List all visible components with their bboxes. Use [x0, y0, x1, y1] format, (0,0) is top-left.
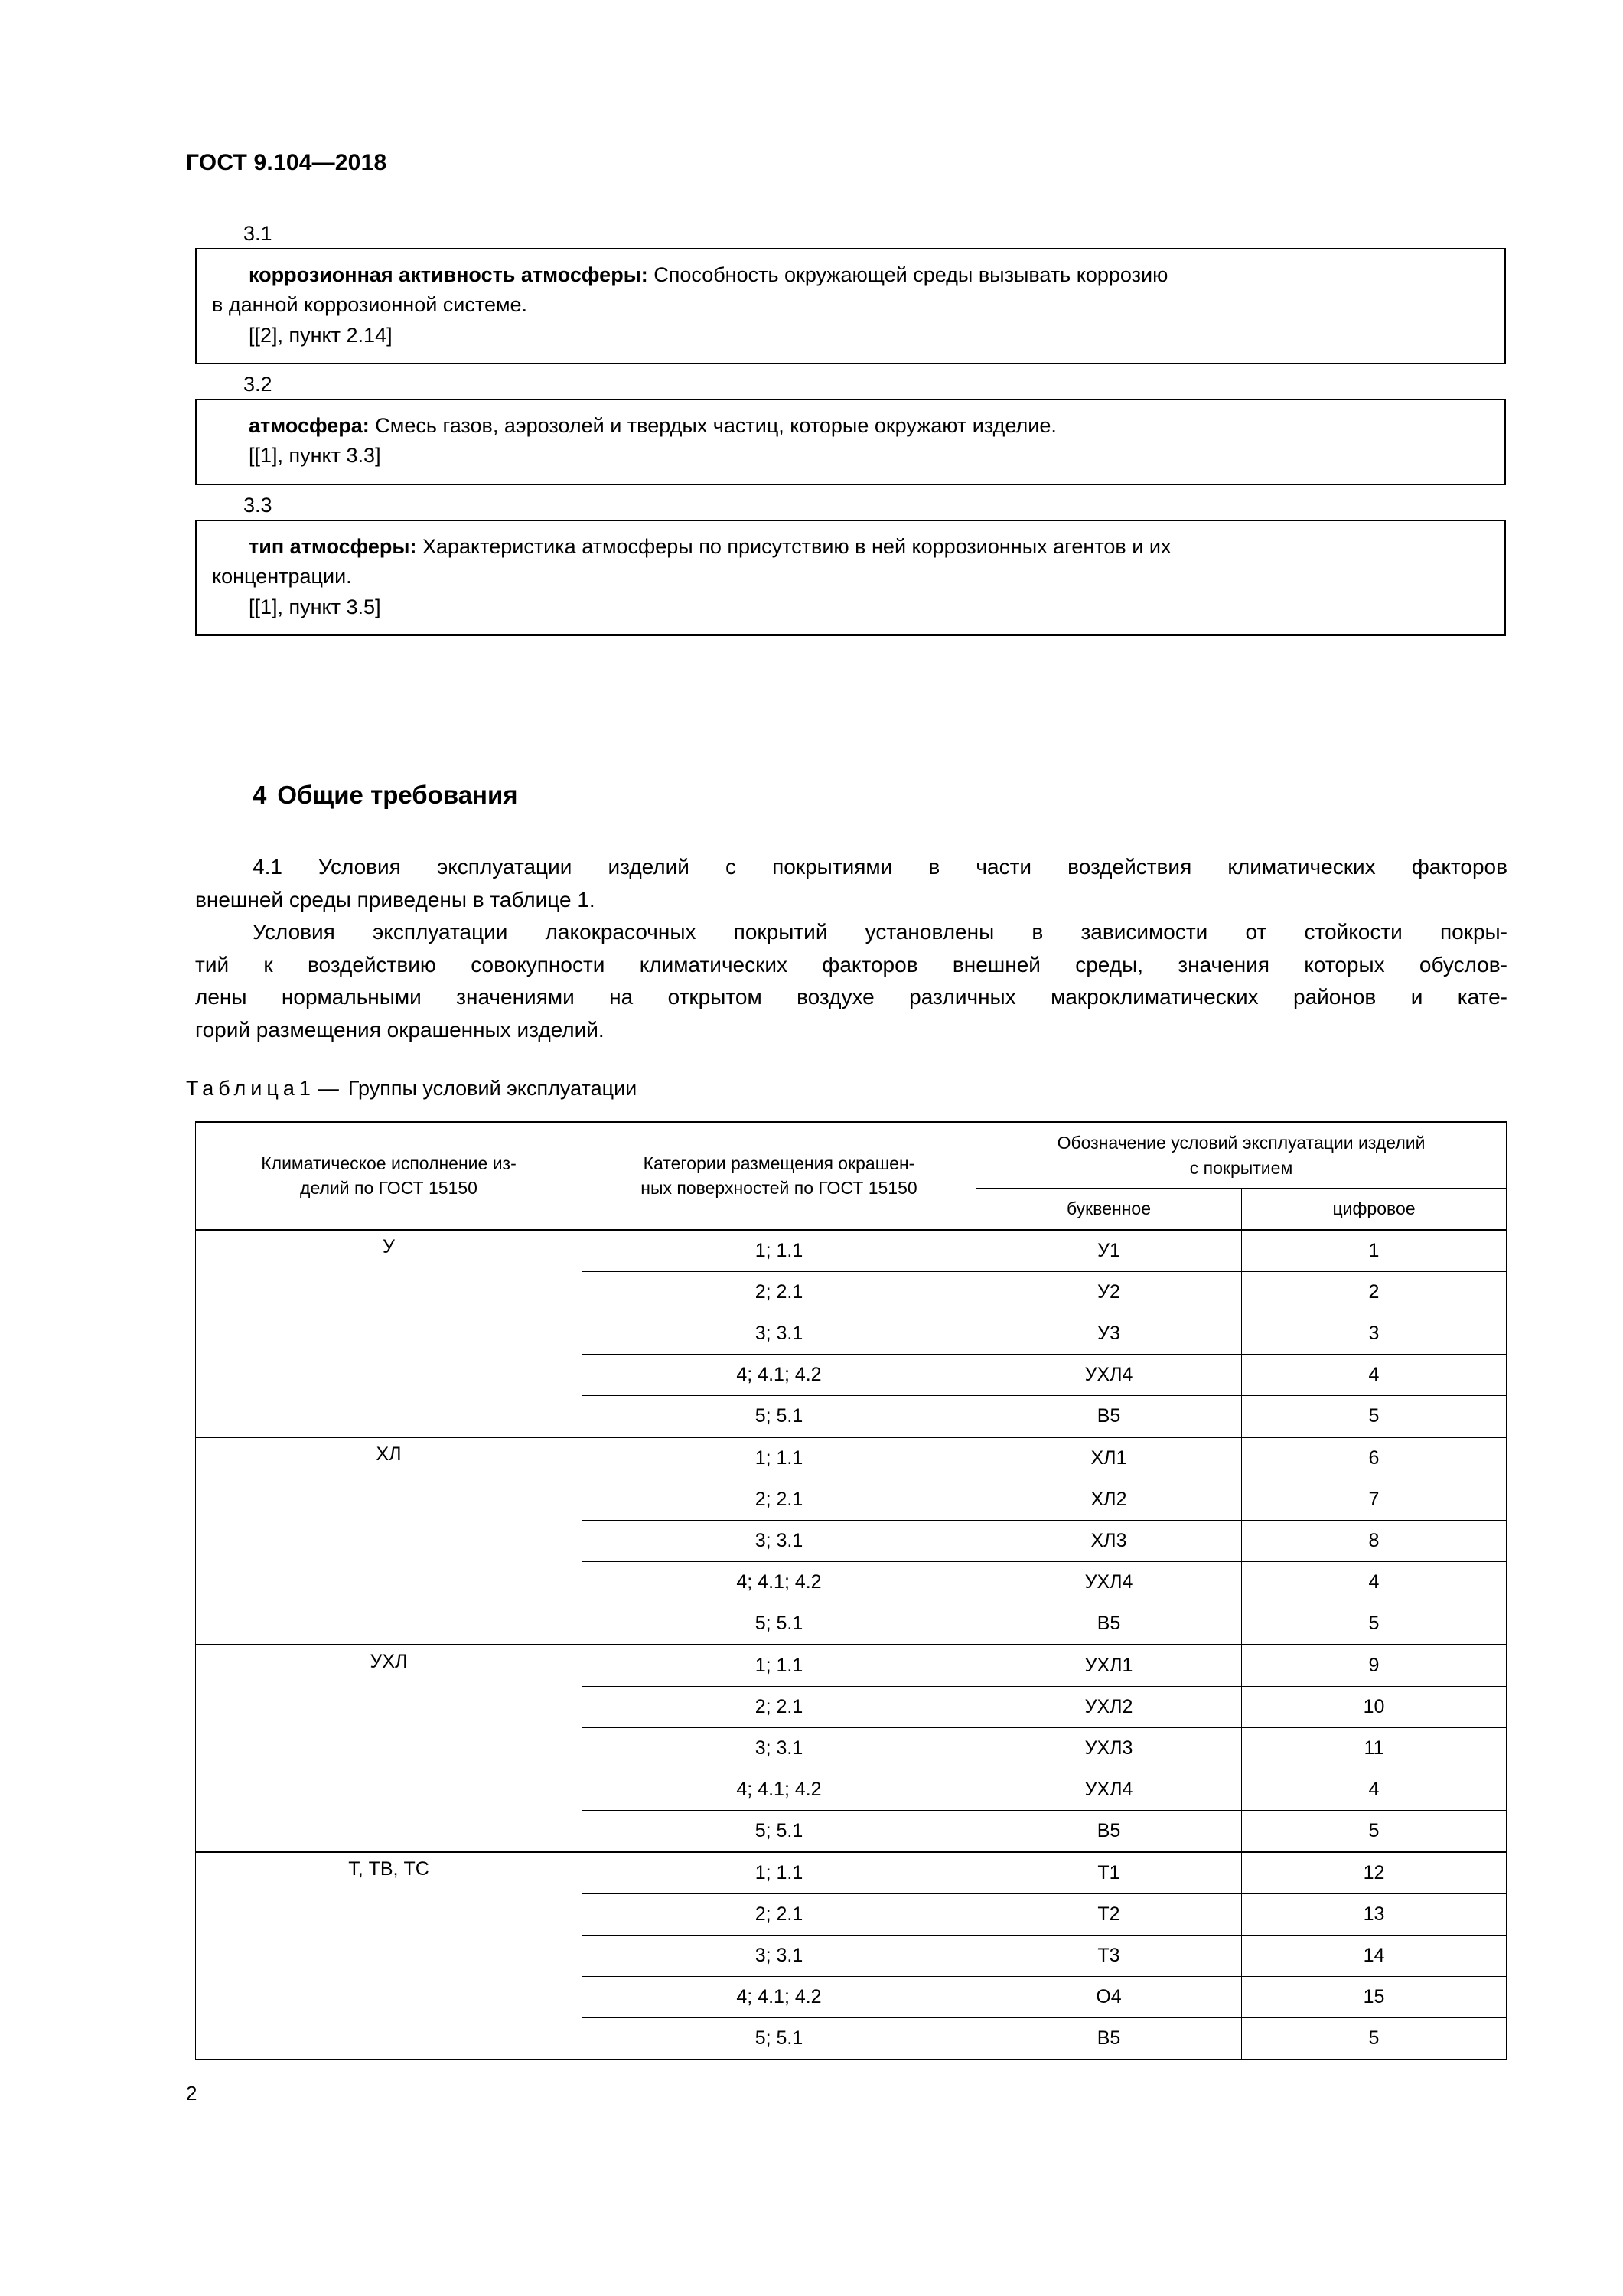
document-header-standard-id: ГОСТ 9.104—2018	[186, 150, 387, 175]
table-cell-letter: У2	[976, 1271, 1242, 1313]
table-cell-letter: УХЛ4	[976, 1561, 1242, 1603]
definition-text-3-1	[212, 260, 1489, 290]
definition-term-3-2: атмосфера:	[249, 414, 370, 437]
table-cell-category: 2; 2.1	[582, 1893, 976, 1935]
table-cell-numeric: 10	[1242, 1686, 1507, 1727]
header-col2-line2: ных поверхностей по ГОСТ 15150	[640, 1178, 917, 1199]
paragraph-4-2-line-4: горий размещения окрашенных изделий.	[195, 1017, 605, 1042]
definition-term-3-3: тип атмосферы:	[249, 535, 417, 558]
table-cell-numeric: 9	[1242, 1645, 1507, 1687]
table-header-numeric-designation: цифровое	[1242, 1189, 1507, 1230]
table-cell-letter: В5	[976, 1395, 1242, 1437]
paragraph-4-2-line-1-text: Условия эксплуатации лакокрасочных покрытий установлены в зависимости от стойкости покры-	[253, 920, 1507, 944]
table-cell-category: 2; 2.1	[582, 1271, 976, 1313]
definition-text-3-2	[212, 411, 1489, 441]
table-header-row-1	[196, 1122, 1507, 1189]
definition-number-3-1: 3.1	[243, 222, 272, 245]
table-cell-letter: В5	[976, 1603, 1242, 1645]
table-cell-category: 5; 5.1	[582, 1395, 976, 1437]
table-cell-category: 5; 5.1	[582, 1810, 976, 1852]
table-cell-numeric: 4	[1242, 1769, 1507, 1810]
table-caption-dash: —	[318, 1077, 339, 1100]
table-cell-numeric: 1	[1242, 1230, 1507, 1272]
table-cell-category: 4; 4.1; 4.2	[582, 1976, 976, 2017]
table-cell-category: 2; 2.1	[582, 1686, 976, 1727]
table-header-climatic-design	[196, 1122, 582, 1230]
table-cell-numeric: 12	[1242, 1852, 1507, 1894]
definition-body-3-1-line2: в данной коррозионной системе.	[212, 293, 528, 317]
table-cell-category: 5; 5.1	[582, 2017, 976, 2060]
definition-box-3-2	[195, 399, 1506, 485]
table-cell-letter: ХЛ3	[976, 1520, 1242, 1561]
table-caption-number: 1	[298, 1077, 315, 1100]
table-cell-letter: ХЛ2	[976, 1479, 1242, 1520]
table-cell-letter: УХЛ4	[976, 1769, 1242, 1810]
table-cell-numeric: 11	[1242, 1727, 1507, 1769]
definition-reference-3-3: [[1], пункт 3.5]	[249, 595, 381, 618]
table-cell-numeric: 5	[1242, 1603, 1507, 1645]
header-col34-line2: с покрытием	[1189, 1157, 1293, 1178]
definition-number-3-2: 3.2	[243, 373, 272, 396]
table-row	[196, 1645, 1507, 1687]
table-cell-numeric: 5	[1242, 1810, 1507, 1852]
definition-body-3-3-line2: концентрации.	[212, 565, 352, 589]
definition-reference-3-2: [[1], пункт 3.3]	[249, 444, 381, 468]
definition-block-3-3	[195, 495, 1506, 636]
paragraph-4-2	[195, 916, 1507, 1046]
table-cell-climate-group: Т, ТВ, ТС	[196, 1852, 582, 2060]
definition-reference-3-1: [[2], пункт 2.14]	[249, 323, 393, 347]
table-header-designation-group	[976, 1122, 1507, 1189]
definition-block-3-1	[195, 223, 1506, 364]
table-header-placement-categories	[582, 1122, 976, 1230]
table-cell-numeric: 7	[1242, 1479, 1507, 1520]
definition-box-3-3	[195, 520, 1506, 636]
table-cell-numeric: 4	[1242, 1561, 1507, 1603]
header-col1-line2: делий по ГОСТ 15150	[300, 1178, 477, 1199]
paragraph-4-2-line-2: тий к воздействию совокупности климатических факторов внешней среды, значения которых обуслов-	[195, 952, 1507, 977]
definition-body-3-2-line1: Смесь газов, аэрозолей и твердых частиц, которые окружают изделие.	[369, 414, 1057, 437]
table-cell-letter: Т1	[976, 1852, 1242, 1894]
definition-term-3-1: коррозионная активность атмосферы:	[249, 263, 648, 286]
table-cell-letter: У3	[976, 1313, 1242, 1354]
table-operating-condition-groups	[195, 1121, 1507, 2060]
table-cell-category: 4; 4.1; 4.2	[582, 1769, 976, 1810]
table-cell-climate-group: У	[196, 1230, 582, 1437]
table-cell-letter: В5	[976, 1810, 1242, 1852]
table-header	[196, 1122, 1507, 1230]
table-cell-category: 1; 1.1	[582, 1230, 976, 1272]
table-cell-letter: Т2	[976, 1893, 1242, 1935]
table-header-letter-designation: буквенное	[976, 1189, 1242, 1230]
table-cell-category: 1; 1.1	[582, 1645, 976, 1687]
paragraph-4-1	[195, 851, 1507, 916]
header-col2-line1: Категории размещения окрашен-	[643, 1153, 915, 1173]
header-col1-line1: Климатическое исполнение из-	[261, 1153, 517, 1173]
table-cell-numeric: 15	[1242, 1976, 1507, 2017]
table-cell-numeric: 2	[1242, 1271, 1507, 1313]
table-cell-letter: УХЛ2	[976, 1686, 1242, 1727]
table-row	[196, 1437, 1507, 1479]
definition-number-3-3: 3.3	[243, 494, 272, 517]
paragraph-4-2-line-1	[195, 916, 1507, 949]
definition-text-3-3	[212, 532, 1489, 562]
paragraph-4-2-line-3: лены нормальными значениями на открытом воздухе различных макроклиматических районов и кате-	[195, 985, 1507, 1009]
table-cell-category: 3; 3.1	[582, 1520, 976, 1561]
table-cell-letter: УХЛ3	[976, 1727, 1242, 1769]
table-cell-category: 4; 4.1; 4.2	[582, 1561, 976, 1603]
definition-body-3-3-line1: Характеристика атмосферы по присутствию в ней коррозионных агентов и их	[416, 535, 1172, 558]
table-cell-numeric: 3	[1242, 1313, 1507, 1354]
table-cell-numeric: 4	[1242, 1354, 1507, 1395]
table-cell-category: 2; 2.1	[582, 1479, 976, 1520]
table-cell-category: 5; 5.1	[582, 1603, 976, 1645]
table-caption	[186, 1077, 637, 1101]
table-caption-label: Таблица	[186, 1077, 299, 1100]
table-cell-numeric: 14	[1242, 1935, 1507, 1976]
table-cell-numeric: 5	[1242, 2017, 1507, 2060]
section-title: Общие требования	[277, 781, 518, 809]
table-cell-category: 4; 4.1; 4.2	[582, 1354, 976, 1395]
table-body	[196, 1230, 1507, 2060]
section-heading-4	[253, 781, 518, 810]
paragraph-4-1-line-1-text: 4.1 Условия эксплуатации изделий с покрытиями в части воздействия климатических факторов	[253, 855, 1507, 879]
section-number: 4	[253, 781, 267, 809]
definition-body-3-1-line1: Способность окружающей среды вызывать коррозию	[647, 263, 1168, 286]
table-cell-climate-group: УХЛ	[196, 1645, 582, 1852]
body-text-block	[195, 851, 1507, 1046]
table-cell-numeric: 6	[1242, 1437, 1507, 1479]
table-row	[196, 1230, 1507, 1272]
table-cell-climate-group: ХЛ	[196, 1437, 582, 1645]
table-cell-category: 3; 3.1	[582, 1313, 976, 1354]
table-cell-numeric: 13	[1242, 1893, 1507, 1935]
table-cell-category: 1; 1.1	[582, 1437, 976, 1479]
table-cell-category: 3; 3.1	[582, 1935, 976, 1976]
table-row	[196, 1852, 1507, 1894]
table-cell-letter: ХЛ1	[976, 1437, 1242, 1479]
definition-box-3-1	[195, 248, 1506, 364]
table-cell-letter: УХЛ1	[976, 1645, 1242, 1687]
paragraph-4-1-line-1	[195, 851, 1507, 884]
header-col34-line1: Обозначение условий эксплуатации изделий	[1057, 1133, 1426, 1153]
table-cell-numeric: 5	[1242, 1395, 1507, 1437]
table-cell-numeric: 8	[1242, 1520, 1507, 1561]
table-cell-letter: Т3	[976, 1935, 1242, 1976]
table-cell-category: 1; 1.1	[582, 1852, 976, 1894]
table-cell-category: 3; 3.1	[582, 1727, 976, 1769]
table-cell-letter: О4	[976, 1976, 1242, 2017]
page-number: 2	[186, 2082, 197, 2105]
table-cell-letter: У1	[976, 1230, 1242, 1272]
paragraph-4-1-line-2: внешней среды приведены в таблице 1.	[195, 887, 595, 912]
table-caption-title: Группы условий эксплуатации	[347, 1077, 637, 1100]
table-cell-letter: УХЛ4	[976, 1354, 1242, 1395]
table-cell-letter: В5	[976, 2017, 1242, 2060]
definition-block-3-2	[195, 374, 1506, 485]
